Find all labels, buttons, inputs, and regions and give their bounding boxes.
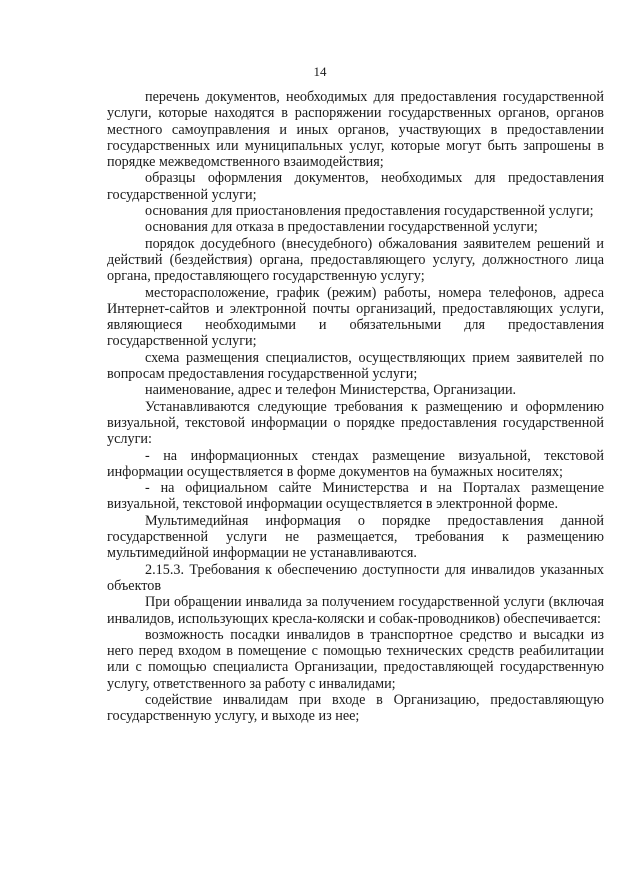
paragraph: порядок досудебного (внесудебного) обжалования заявителем решений и действий (бездействия) органа, предоставляющего услугу, должностного лица органа, предоставляющего государственную услугу; xyxy=(107,235,604,285)
paragraph: - на информационных стендах размещение визуальной, текстовой информации осуществляется в форме документов на бумажных носителях; xyxy=(107,447,604,480)
paragraph: содействие инвалидам при входе в Организацию, предоставляющую государственную услугу, и выходе из нее; xyxy=(107,691,604,725)
paragraph: Мультимедийная информация о порядке предоставления данной государственной услуги не размещается, требования к размещению мультимедийной информации не устанавливаются. xyxy=(107,512,604,562)
paragraph: наименование, адрес и телефон Министерства, Организации. xyxy=(145,382,517,399)
page-number: 14 xyxy=(313,64,327,79)
paragraph: основания для отказа в предоставлении государственной услуги; xyxy=(145,219,538,236)
paragraph: - на официальном сайте Министерства и на Порталах размещение визуальной, текстовой информации осуществляется в электронной форме. xyxy=(107,480,604,513)
paragraph: возможность посадки инвалидов в транспортное средство и высадки из него перед входом в помещение с помощью технических средств реабилитации или с помощью специалиста Организации, предоставляющей государственную услугу, ответственного за работу с инвалидами; xyxy=(107,626,604,692)
paragraph: схема размещения специалистов, осуществляющих прием заявителей по вопросам предоставления государственной услуги; xyxy=(107,349,604,383)
paragraph: основания для приостановления предоставления государственной услуги; xyxy=(145,203,594,220)
section-heading: 2.15.3. Требования к обеспечению доступности для инвалидов указанных объектов xyxy=(107,561,604,594)
body-text xyxy=(107,89,604,725)
paragraph: месторасположение, график (режим) работы, номера телефонов, адреса Интернет-сайтов и электронной почты организаций, предоставляющих услуги, являющиеся необходимыми и обязательными для предоставления государственной услуги; xyxy=(107,284,604,350)
paragraph: образцы оформления документов, необходимых для предоставления государственной услуги; xyxy=(107,170,604,203)
paragraph: При обращении инвалида за получением государственной услуги (включая инвалидов, использующих кресла-коляски и собак-проводников) обеспечивается: xyxy=(107,594,604,627)
paragraph: Устанавливаются следующие требования к размещению и оформлению визуальной, текстовой информации о порядке предоставления государственной услуги: xyxy=(107,398,604,448)
paragraph: перечень документов, необходимых для предоставления государственной услуги, которые находятся в распоряжении государственных органов, органов местного самоуправления и иных органов, участвующих в предоставлении государственных или муниципальных услуг, которые могут быть запрошены в порядке межведомственного взаимодействия; xyxy=(107,89,604,171)
